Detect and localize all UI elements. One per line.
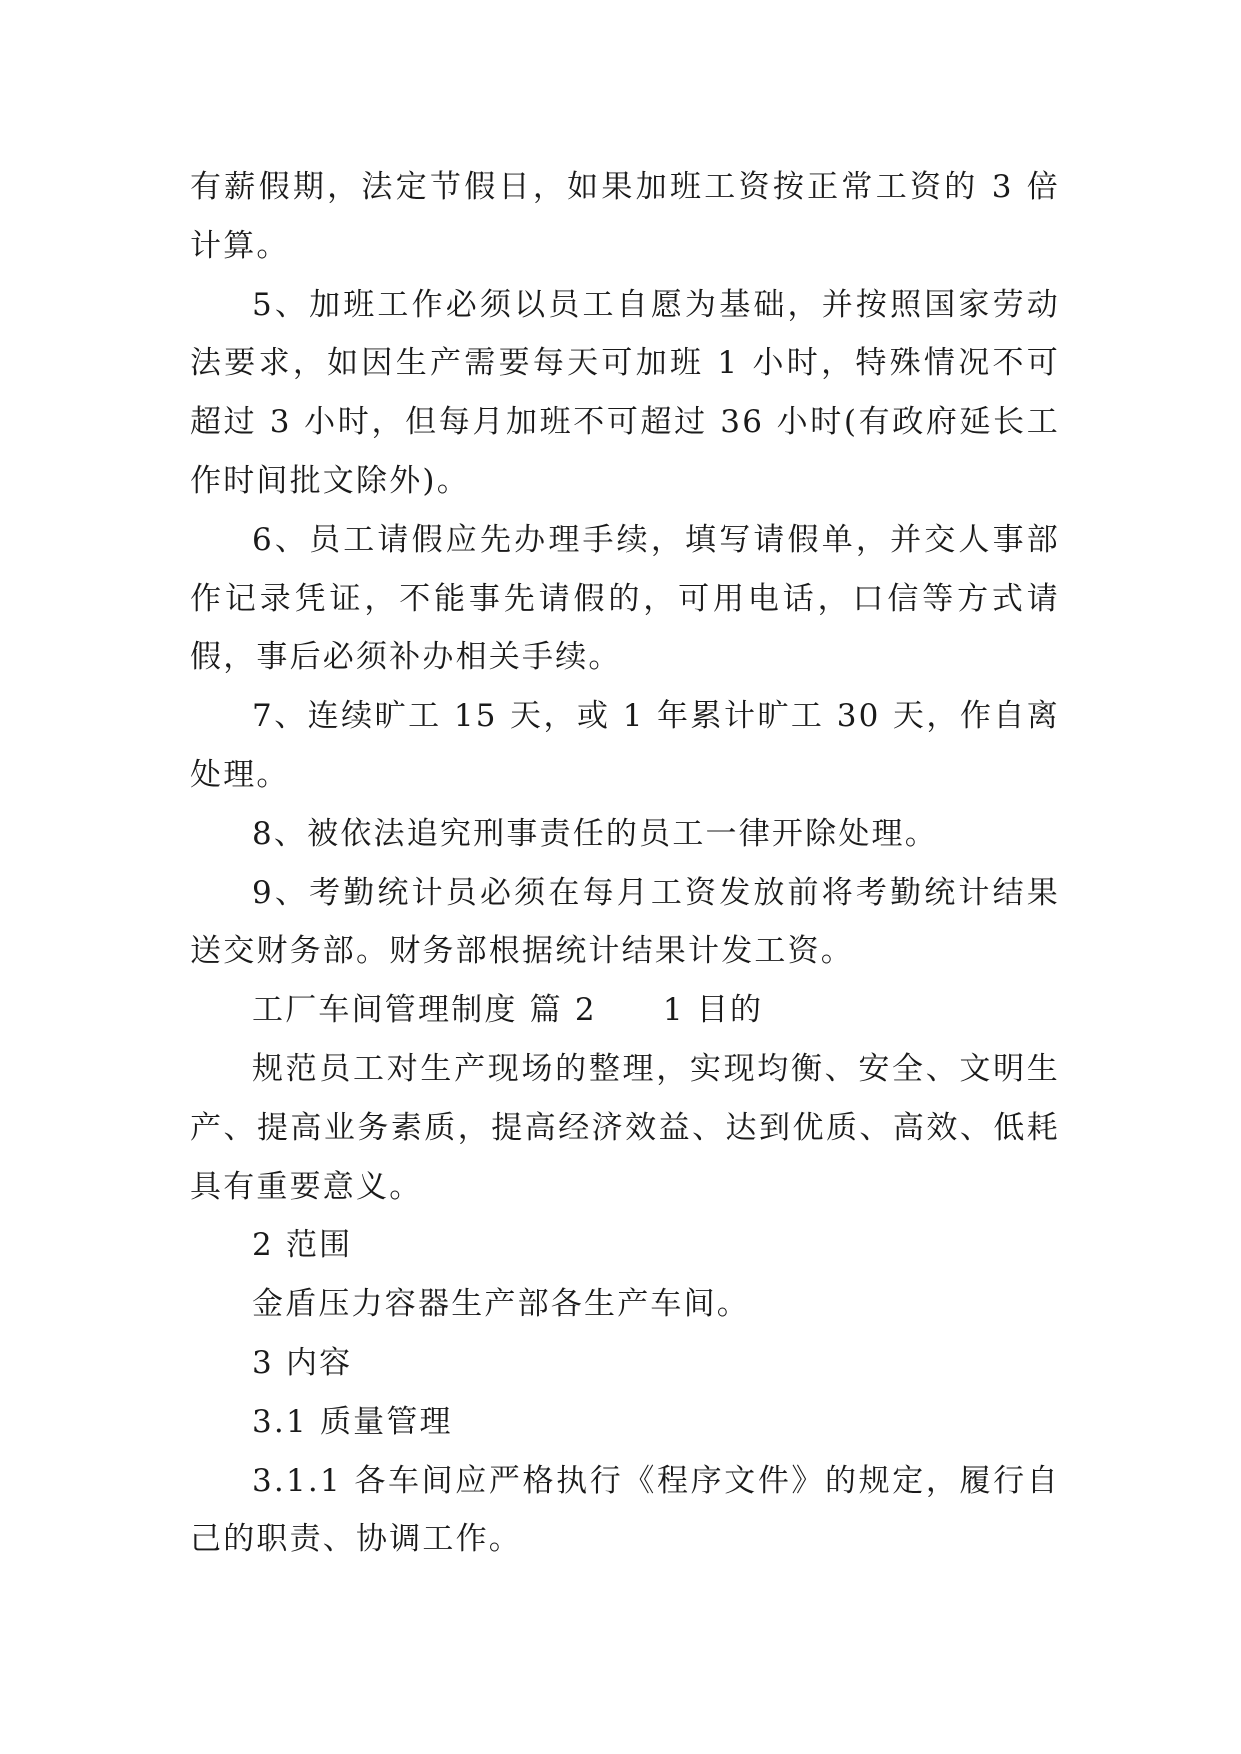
section-scope-title: 2 范围 (252, 1227, 353, 1264)
paragraph-item-7: 7、连续旷工 15 天，或 1 年累计旷工 30 天，作自离处理。 (190, 698, 1060, 793)
heading-title: 工厂车间管理制度 篇 2 (252, 992, 597, 1029)
paragraph-scope: 金盾压力容器生产部各生产车间。 (252, 1286, 750, 1323)
paragraph-item-6: 6、员工请假应先办理手续，填写请假单，并交人事部作记录凭证，不能事先请假的，可用电话，口信等方式请假，事后必须补办相关手续。 (190, 521, 1060, 676)
paragraph-item-9: 9、考勤统计员必须在每月工资发放前将考勤统计结果送交财务部。财务部根据统计结果计发工资。 (190, 874, 1060, 970)
paragraph-1: 有薪假期，法定节假日，如果加班工资按正常工资的 3 倍计算。 (190, 169, 1060, 264)
subsection-quality-title: 3.1 质量管理 (252, 1403, 453, 1440)
heading-section: 1 目的 (662, 992, 764, 1029)
paragraph-item-8: 8、被依法追究刑事责任的员工一律开除处理。 (252, 815, 938, 852)
section-content-title: 3 内容 (252, 1344, 353, 1381)
paragraph-purpose: 规范员工对生产现场的整理，实现均衡、安全、文明生产、提高业务素质，提高经济效益、达到优质、高效、低耗具有重要意义。 (190, 1050, 1060, 1205)
paragraph-3-1-1: 3.1.1 各车间应严格执行《程序文件》的规定，履行自己的职责、协调工作。 (190, 1462, 1060, 1558)
document-body (190, 158, 1060, 1569)
paragraph-item-5: 5、加班工作必须以员工自愿为基础，并按照国家劳动法要求，如因生产需要每天可加班 1 小时，特殊情况不可超过 3 小时，但每月加班不可超过 36 小时(有政府延长工作时间批文除外)。 (190, 286, 1060, 499)
section-heading (190, 981, 1060, 1040)
